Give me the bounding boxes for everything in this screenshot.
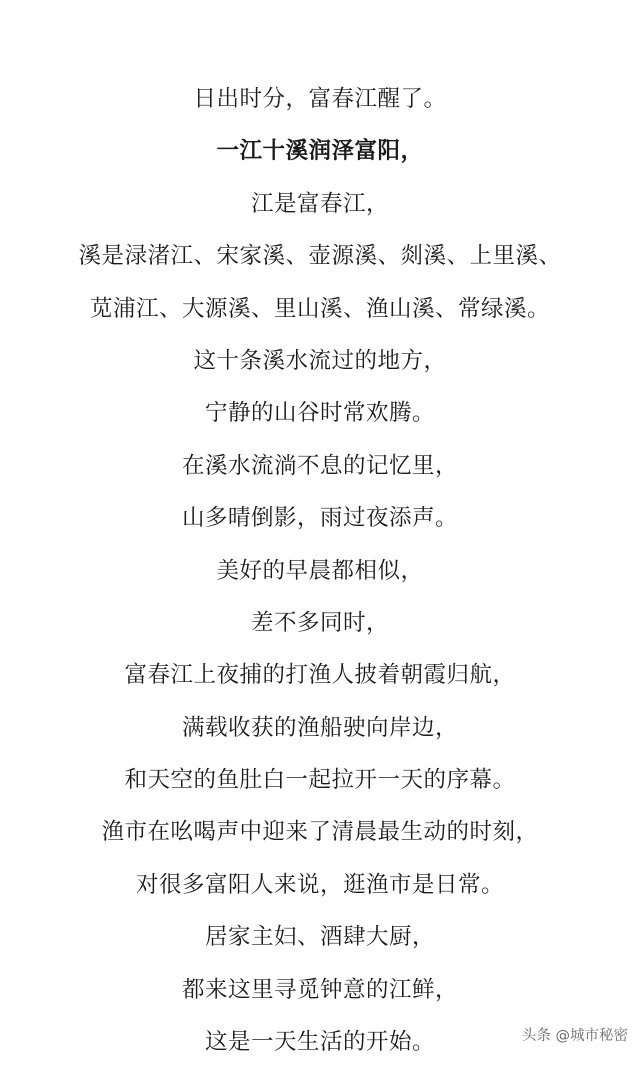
- poem-line: 都来这里寻觅钟意的江鲜，: [181, 976, 458, 1003]
- watermark-text: 头条 @城市秘密: [521, 1027, 628, 1044]
- poem-line: 富春江上夜捕的打渔人披着朝霞归航，: [124, 662, 516, 689]
- poem-line: 居家主妇、酒肆大厨，: [204, 924, 435, 951]
- poem-line: 和天空的鱼肚白一起拉开一天的序幕。: [124, 767, 516, 794]
- poem-line: 日出时分，富春江醒了。: [193, 86, 447, 112]
- poem-line: 宁静的山谷时常欢腾。: [204, 400, 435, 427]
- poem-line: 山多晴倒影，雨过夜添声。: [181, 505, 458, 532]
- poem-line: 对很多富阳人来说，逛渔市是日常。: [135, 871, 504, 898]
- poem-line: 江是富春江，: [250, 190, 389, 217]
- poem-line: 在溪水流淌不息的记忆里，: [181, 452, 458, 479]
- poem-line: 溪是渌渚江、宋家溪、壶源溪、剡溪、上里溪、: [78, 243, 562, 270]
- poem-line: 渔市在吆喝声中迎来了清晨最生动的时刻，: [101, 819, 539, 846]
- watermark: [522, 1023, 628, 1045]
- poem-line: 苋浦江、大源溪、里山溪、渔山溪、常绿溪。: [89, 295, 550, 322]
- poem-line: 美好的早晨都相似，: [216, 557, 424, 584]
- poem-line: 一江十溪润泽富阳，: [216, 138, 424, 165]
- poem-line: 满载收获的渔船驶向岸边，: [181, 714, 458, 741]
- poem-text: [0, 73, 640, 1068]
- poem-line: 这十条溪水流过的地方，: [193, 347, 447, 374]
- poem-line: 这是一天生活的开始。: [204, 1029, 435, 1056]
- poem-line: 差不多同时，: [250, 609, 389, 636]
